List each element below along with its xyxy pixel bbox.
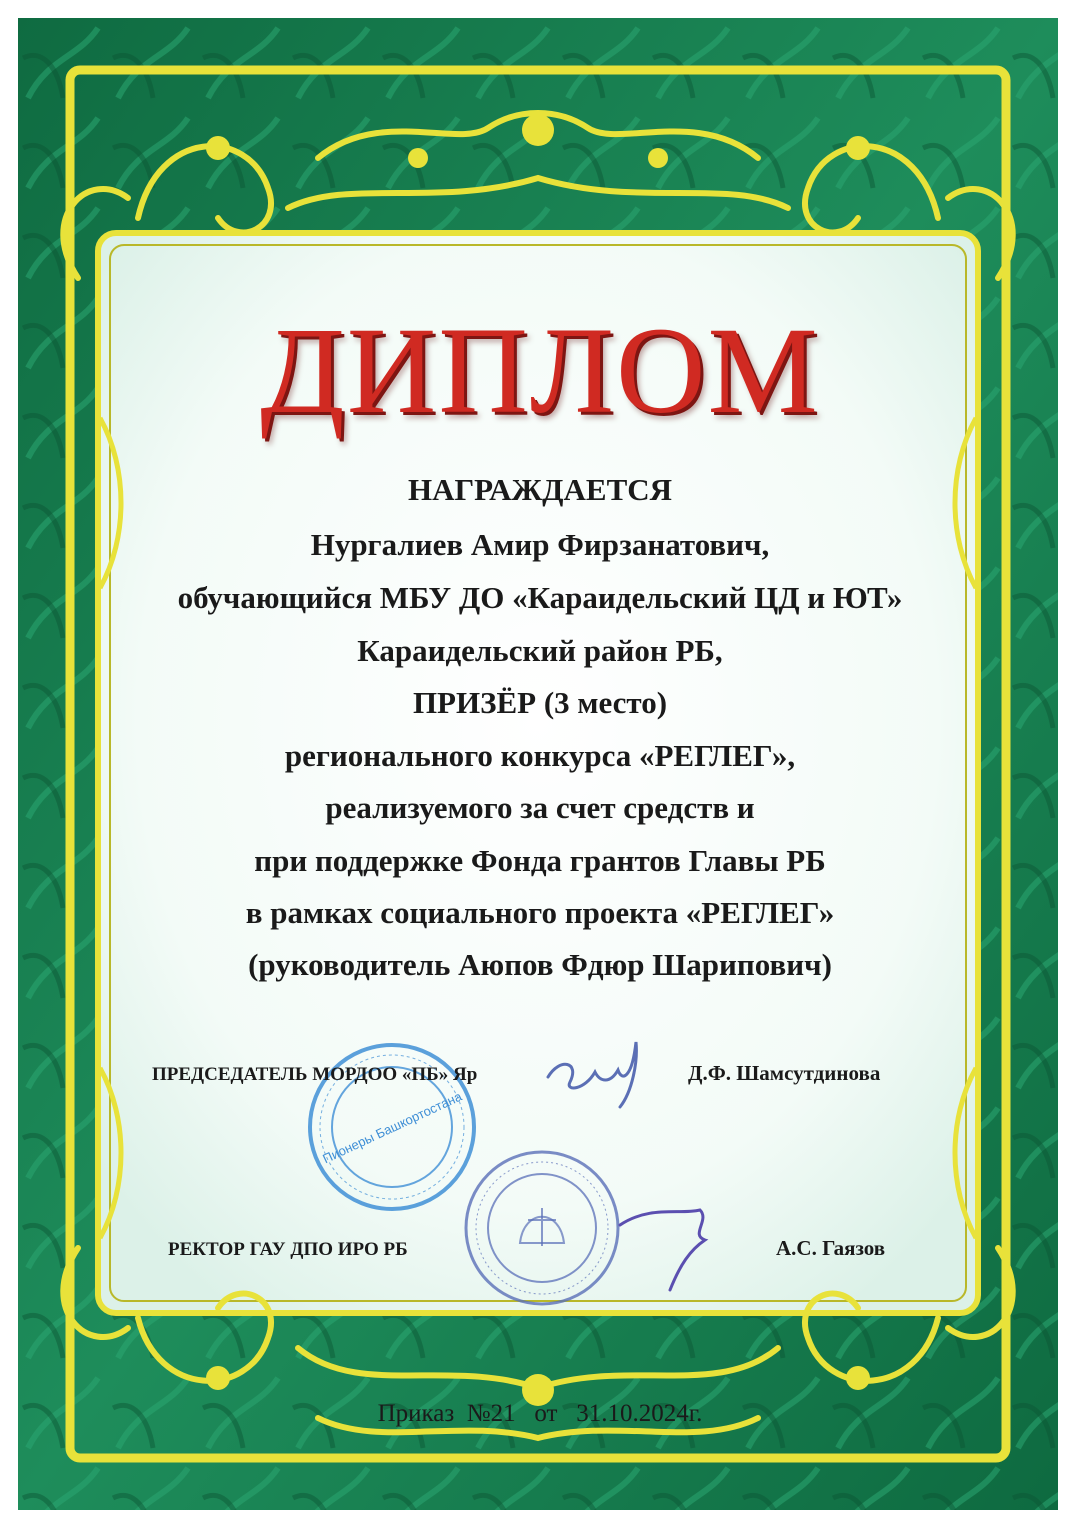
funding-line-2: при поддержке Фонда грантов Главы РБ	[254, 843, 826, 878]
funding-line-1: реализуемого за счет средств и	[325, 790, 755, 825]
project-line: в рамках социального проекта «РЕГЛЕГ»	[245, 895, 835, 930]
diploma-title: ДИПЛОМ	[260, 302, 820, 439]
contest-name: регионального конкурса «РЕГЛЕГ»,	[284, 738, 796, 773]
rector-title: РЕКТОР ГАУ ДПО ИРО РБ	[168, 1239, 408, 1260]
round-seal	[462, 1148, 622, 1308]
award-place: ПРИЗЁР (3 место)	[412, 685, 668, 720]
project-leader: (руководитель Аюпов Фдюр Шарипович)	[248, 947, 832, 982]
chair-name: Д.Ф. Шамсутдинова	[688, 1061, 881, 1085]
awarded-heading: НАГРАЖДАЕТСЯ	[407, 472, 673, 507]
rector-signature	[610, 1195, 720, 1305]
blue-stamp-text: Пионеры Башкортостана	[320, 1088, 465, 1167]
chair-signature	[540, 1022, 660, 1112]
chair-title: ПРЕДСЕДАТЕЛЬ МОРДОО «ПБ» Яр	[152, 1064, 478, 1085]
order-reference: Приказ №21 от 31.10.2024г.	[377, 1400, 703, 1427]
rector-name: А.С. Гаязов	[776, 1236, 886, 1260]
recipient-district: Караидельский район РБ,	[357, 633, 723, 668]
recipient-institution: обучающийся МБУ ДО «Караидельский ЦД и ЮТ»	[177, 580, 903, 615]
recipient-name: Нургалиев Амир Фирзанатович,	[310, 527, 770, 562]
